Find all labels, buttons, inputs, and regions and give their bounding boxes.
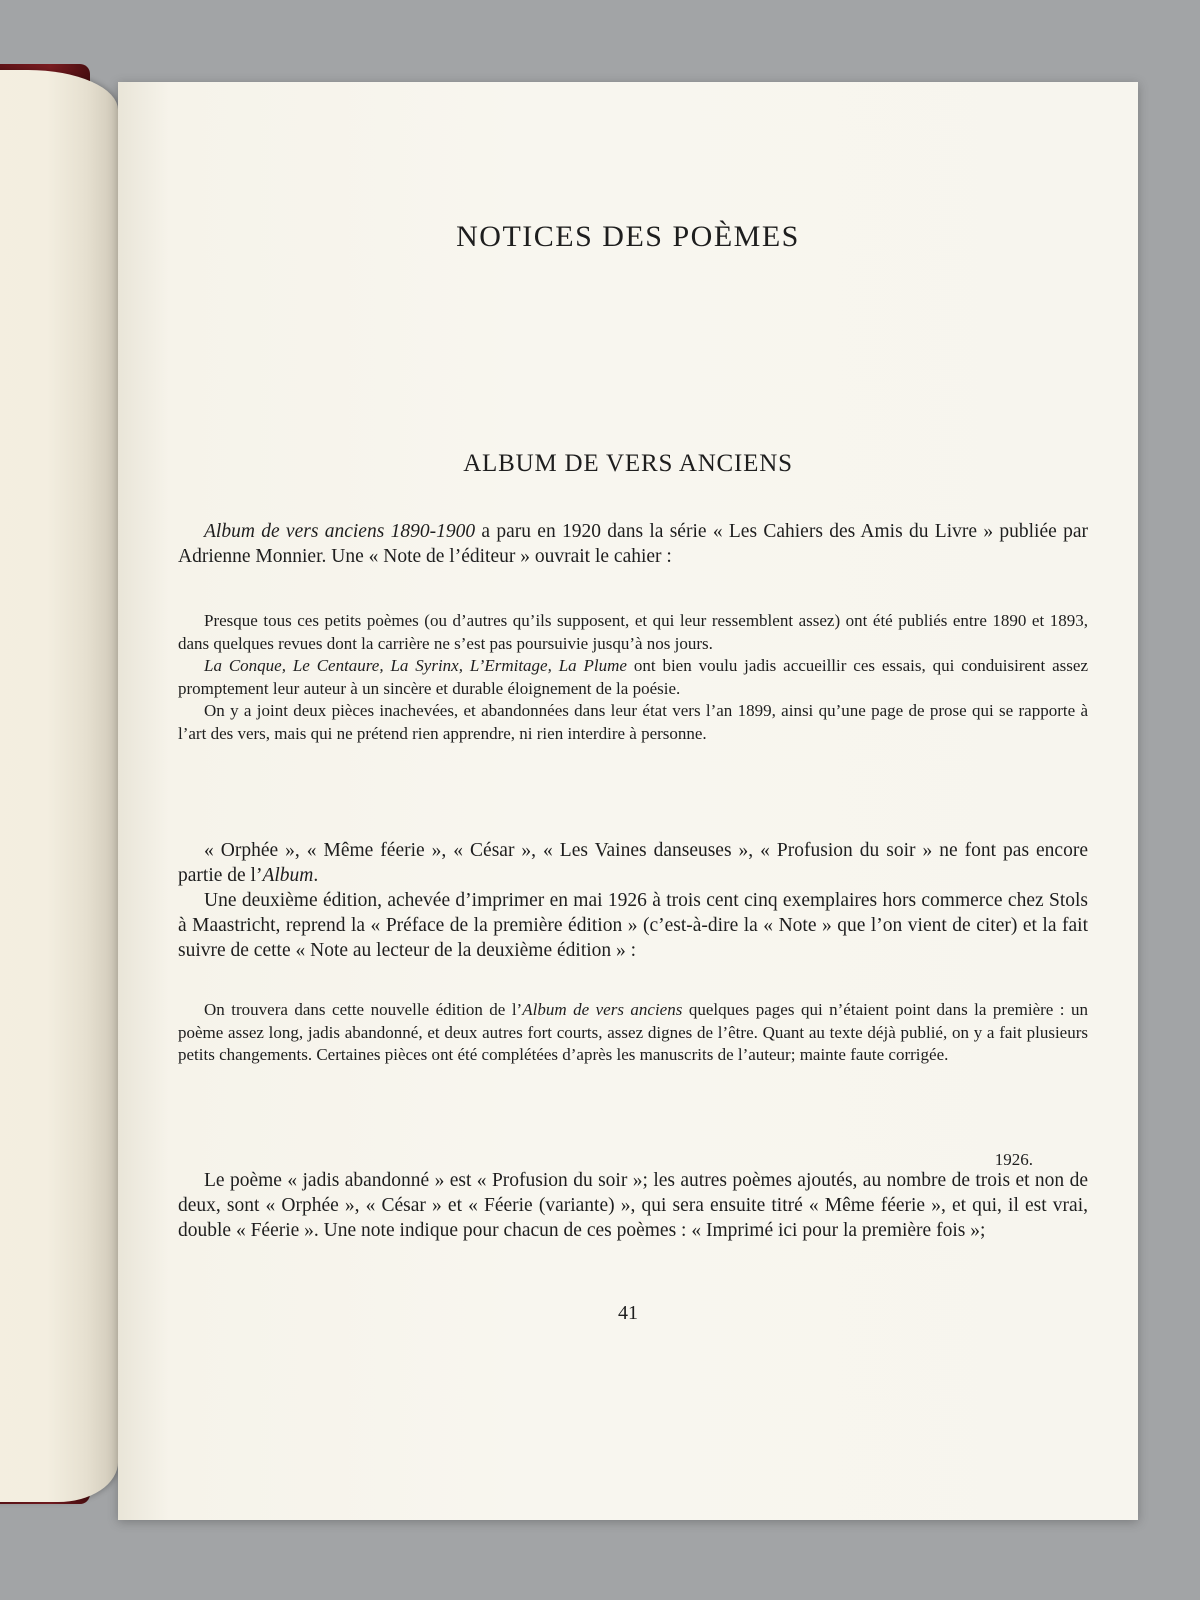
quote2-start: On trouvera dans cette nouvelle édition de l’ [204,1000,523,1019]
reader-note-quote [178,999,1088,1067]
quote1-paragraph-1: Presque tous ces petits poèmes (ou d’autres qu’ils supposent, et qui leur ressemblent assez) ont été publiés entre 1890 et 1893, dans quelques revues dont la carrière ne s’est pas poursuivie jusqu’à nos jours. [178,611,1088,653]
second-edition-paragraph [178,838,1088,963]
closing-paragraph [178,1168,1088,1243]
quote2-rest: quelques pages qui n’étaient point dans la première : un poème assez long, jadis abandonné, et deux autres fort courts, assez dignes de l’être. Quant au texte déjà publié, on y a fait plusieurs petits changements. Certaines pièces ont été complétées d’après les manuscrits de l’auteur; mainte faute corrigée. [178,1000,1089,1065]
quote1-paragraph-2-text: ont bien voulu jadis accueillir ces essais, qui conduisirent assez promptement leur auteur à un sincère et durable éloignement de la poésie. [178,656,1089,698]
quote1-journals: La Conque, Le Centaure, La Syrinx, L’Ermitage, La Plume [204,656,627,676]
book-page [118,82,1138,1520]
quote2-paragraph [178,999,1088,1067]
quote-date: 1926. [994,1150,1033,1169]
para2-album-italic: Album [262,865,314,886]
quote2-italic-title: Album de vers anciens [522,1000,683,1019]
section-title: NOTICES DES POÈMES [456,220,800,253]
closing-paragraph-text: Le poème « jadis abandonné » est « Profusion du soir »; les autres poèmes ajoutés, au nombre de trois et non de deux, sont « Orphée », « César » et « Féerie (variante) », qui sera ensuite titré « Même féerie », et qui, il est vrai, double « Féerie ». Une note indique pour chacun de ces poèmes : « Imprimé ici pour la première fois »; [178,1170,1088,1241]
page-number: 41 [618,1302,638,1324]
para2-line-1 [178,838,1088,888]
previous-page-edge [0,70,118,1502]
quote1-paragraph-2 [178,655,1088,700]
intro-paragraph [178,519,1088,569]
quote1-paragraph-3: On y a joint deux pièces inachevées, et abandonnées dans leur état vers l’an 1899, ainsi qu’une page de prose qui se rapporte à l’art des vers, mais qui ne prétend rien apprendre, ni rien interdire à personne. [178,701,1088,743]
para2-line-1-text: « Orphée », « Même féerie », « César », « Les Vaines danseuses », « Profusion du soir » ne font pas encore partie de l’ [178,840,1088,886]
editor-note-quote [178,610,1088,746]
poem-collection-title: ALBUM DE VERS ANCIENS [463,450,793,477]
para2-line-1-end: . [313,865,319,886]
intro-italic-title: Album de vers anciens 1890-1900 [204,521,476,542]
para2-line-2: Une deuxième édition, achevée d’imprimer en mai 1926 à trois cent cinq exemplaires hors commerce chez Stols à Maastricht, reprend la « Préface de la première édition » (c’est-à-dire la « Note » que l’on vient de citer) et la fait suivre de cette « Note au lecteur de la deuxième édition » : [178,890,1088,961]
intro-text: a paru en 1920 dans la série « Les Cahiers des Amis du Livre » publiée par Adrienne Monnier. Une « Note de l’éditeur » ouvrait le cahier : [178,521,1088,567]
